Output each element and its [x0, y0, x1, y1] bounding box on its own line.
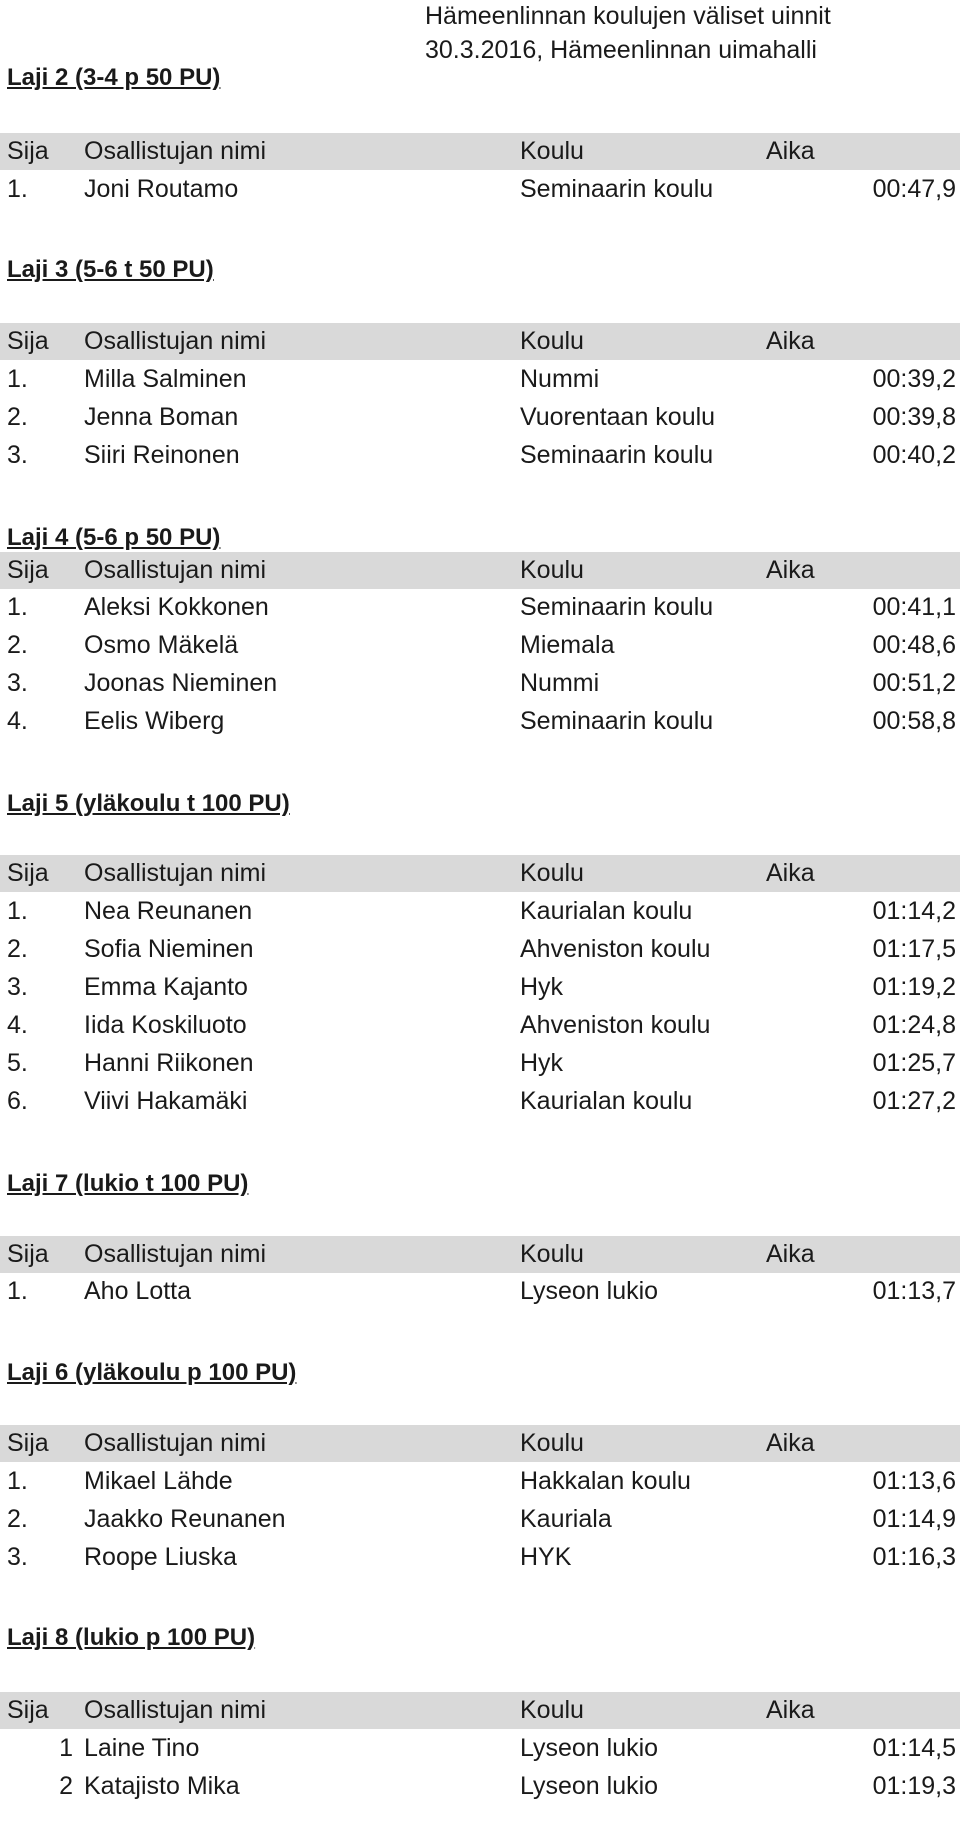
- header-sija: Sija: [7, 859, 49, 887]
- participant-name: Laine Tino: [84, 1734, 200, 1762]
- table-row: [0, 703, 960, 740]
- school: HYK: [520, 1543, 572, 1571]
- table-row: [0, 361, 960, 398]
- participant-name: Jaakko Reunanen: [84, 1505, 286, 1533]
- participant-name: Hanni Riikonen: [84, 1049, 254, 1077]
- section-title: Laji 5 (yläkoulu t 100 PU): [7, 790, 290, 817]
- place: 6.: [7, 1087, 28, 1115]
- table-header-row: [0, 1236, 960, 1273]
- header-sija: Sija: [7, 1696, 49, 1724]
- header-sija: Sija: [7, 556, 49, 584]
- school: Miemala: [520, 631, 615, 659]
- participant-name: Iida Koskiluoto: [84, 1011, 247, 1039]
- school: Kauriala: [520, 1505, 612, 1533]
- table-header-row: [0, 133, 960, 170]
- document-date-venue: 30.3.2016, Hämeenlinnan uimahalli: [425, 36, 817, 64]
- time: 00:47,9: [872, 175, 956, 203]
- place: 4.: [7, 1011, 28, 1039]
- time: 00:41,1: [872, 593, 956, 621]
- time: 01:14,9: [872, 1505, 956, 1533]
- table-header-row: [0, 552, 960, 589]
- school: Kaurialan koulu: [520, 897, 693, 925]
- school: Hakkalan koulu: [520, 1467, 691, 1495]
- place: 3.: [7, 669, 28, 697]
- school: Lyseon lukio: [520, 1734, 659, 1762]
- time: 00:40,2: [872, 441, 956, 469]
- table-row: [0, 1539, 960, 1576]
- time: 00:48,6: [872, 631, 956, 659]
- school: Seminaarin koulu: [520, 441, 714, 469]
- header-name: Osallistujan nimi: [84, 327, 267, 355]
- section-title: Laji 8 (lukio p 100 PU): [7, 1624, 256, 1651]
- table-row: [0, 1007, 960, 1044]
- participant-name: Mikael Lähde: [84, 1467, 233, 1495]
- participant-name: Viivi Hakamäki: [84, 1087, 248, 1115]
- table-row: [0, 399, 960, 436]
- header-school: Koulu: [520, 1696, 584, 1724]
- participant-name: Milla Salminen: [84, 365, 247, 393]
- time: 00:39,2: [872, 365, 956, 393]
- participant-name: Jenna Boman: [84, 403, 239, 431]
- table-header-row: [0, 855, 960, 892]
- table-row: [0, 931, 960, 968]
- table-row: [0, 969, 960, 1006]
- time: 00:39,8: [872, 403, 956, 431]
- header-time: Aika: [766, 327, 815, 355]
- table-row: [0, 171, 960, 208]
- table-header-row: [0, 323, 960, 360]
- header-time: Aika: [766, 1240, 815, 1268]
- participant-name: Roope Liuska: [84, 1543, 237, 1571]
- school: Lyseon lukio: [520, 1277, 659, 1305]
- table-header-row: [0, 1425, 960, 1462]
- place: 2: [59, 1772, 73, 1800]
- time: 00:58,8: [872, 707, 956, 735]
- school: Seminaarin koulu: [520, 707, 714, 735]
- table-row: [0, 665, 960, 702]
- time: 01:24,8: [872, 1011, 956, 1039]
- document-title: Hämeenlinnan koulujen väliset uinnit: [425, 2, 831, 30]
- table-row: [0, 1273, 960, 1310]
- header-sija: Sija: [7, 327, 49, 355]
- place: 3.: [7, 973, 28, 1001]
- school: Seminaarin koulu: [520, 593, 714, 621]
- header-name: Osallistujan nimi: [84, 1696, 267, 1724]
- place: 5.: [7, 1049, 28, 1077]
- header-school: Koulu: [520, 327, 584, 355]
- participant-name: Emma Kajanto: [84, 973, 248, 1001]
- time: 01:16,3: [872, 1543, 956, 1571]
- header-name: Osallistujan nimi: [84, 137, 267, 165]
- header-school: Koulu: [520, 859, 584, 887]
- participant-name: Eelis Wiberg: [84, 707, 225, 735]
- place: 2.: [7, 631, 28, 659]
- place: 3.: [7, 441, 28, 469]
- place: 4.: [7, 707, 28, 735]
- header-sija: Sija: [7, 137, 49, 165]
- time: 01:19,2: [872, 973, 956, 1001]
- table-row: [0, 437, 960, 474]
- place: 1.: [7, 1467, 28, 1495]
- time: 01:19,3: [872, 1772, 956, 1800]
- time: 01:13,6: [872, 1467, 956, 1495]
- school: Ahveniston koulu: [520, 1011, 711, 1039]
- participant-name: Aho Lotta: [84, 1277, 192, 1305]
- participant-name: Joonas Nieminen: [84, 669, 278, 697]
- time: 01:27,2: [872, 1087, 956, 1115]
- school: Nummi: [520, 669, 600, 697]
- section-title: Laji 4 (5-6 p 50 PU): [7, 524, 221, 551]
- header-name: Osallistujan nimi: [84, 1240, 267, 1268]
- header-sija: Sija: [7, 1429, 49, 1457]
- place: 2.: [7, 403, 28, 431]
- place: 1.: [7, 175, 28, 203]
- place: 2.: [7, 1505, 28, 1533]
- place: 1.: [7, 897, 28, 925]
- school: Hyk: [520, 1049, 564, 1077]
- table-row: [0, 1463, 960, 1500]
- section-title: Laji 2 (3-4 p 50 PU): [7, 64, 221, 91]
- table-row: [0, 893, 960, 930]
- time: 01:17,5: [872, 935, 956, 963]
- section-title: Laji 6 (yläkoulu p 100 PU): [7, 1359, 297, 1386]
- table-row: [0, 589, 960, 626]
- header-school: Koulu: [520, 137, 584, 165]
- header-time: Aika: [766, 556, 815, 584]
- header-time: Aika: [766, 1696, 815, 1724]
- school: Nummi: [520, 365, 600, 393]
- time: 01:14,5: [872, 1734, 956, 1762]
- table-row: [0, 627, 960, 664]
- header-name: Osallistujan nimi: [84, 859, 267, 887]
- participant-name: Joni Routamo: [84, 175, 239, 203]
- table-row: [0, 1768, 960, 1805]
- header-name: Osallistujan nimi: [84, 1429, 267, 1457]
- table-row: [0, 1730, 960, 1767]
- header-time: Aika: [766, 859, 815, 887]
- header-name: Osallistujan nimi: [84, 556, 267, 584]
- place: 1.: [7, 1277, 28, 1305]
- section-title: Laji 3 (5-6 t 50 PU): [7, 256, 214, 283]
- time: 01:25,7: [872, 1049, 956, 1077]
- header-time: Aika: [766, 137, 815, 165]
- place: 1: [59, 1734, 73, 1762]
- time: 00:51,2: [872, 669, 956, 697]
- place: 2.: [7, 935, 28, 963]
- participant-name: Siiri Reinonen: [84, 441, 240, 469]
- header-sija: Sija: [7, 1240, 49, 1268]
- school: Kaurialan koulu: [520, 1087, 693, 1115]
- participant-name: Sofia Nieminen: [84, 935, 254, 963]
- participant-name: Osmo Mäkelä: [84, 631, 239, 659]
- school: Lyseon lukio: [520, 1772, 659, 1800]
- place: 1.: [7, 365, 28, 393]
- table-row: [0, 1501, 960, 1538]
- place: 3.: [7, 1543, 28, 1571]
- school: Ahveniston koulu: [520, 935, 711, 963]
- time: 01:14,2: [872, 897, 956, 925]
- table-row: [0, 1045, 960, 1082]
- header-school: Koulu: [520, 1429, 584, 1457]
- header-school: Koulu: [520, 556, 584, 584]
- header-school: Koulu: [520, 1240, 584, 1268]
- school: Vuorentaan koulu: [520, 403, 716, 431]
- participant-name: Nea Reunanen: [84, 897, 253, 925]
- header-time: Aika: [766, 1429, 815, 1457]
- school: Hyk: [520, 973, 564, 1001]
- participant-name: Aleksi Kokkonen: [84, 593, 269, 621]
- participant-name: Katajisto Mika: [84, 1772, 240, 1800]
- place: 1.: [7, 593, 28, 621]
- table-row: [0, 1083, 960, 1120]
- time: 01:13,7: [872, 1277, 956, 1305]
- school: Seminaarin koulu: [520, 175, 714, 203]
- table-header-row: [0, 1692, 960, 1729]
- section-title: Laji 7 (lukio t 100 PU): [7, 1170, 249, 1197]
